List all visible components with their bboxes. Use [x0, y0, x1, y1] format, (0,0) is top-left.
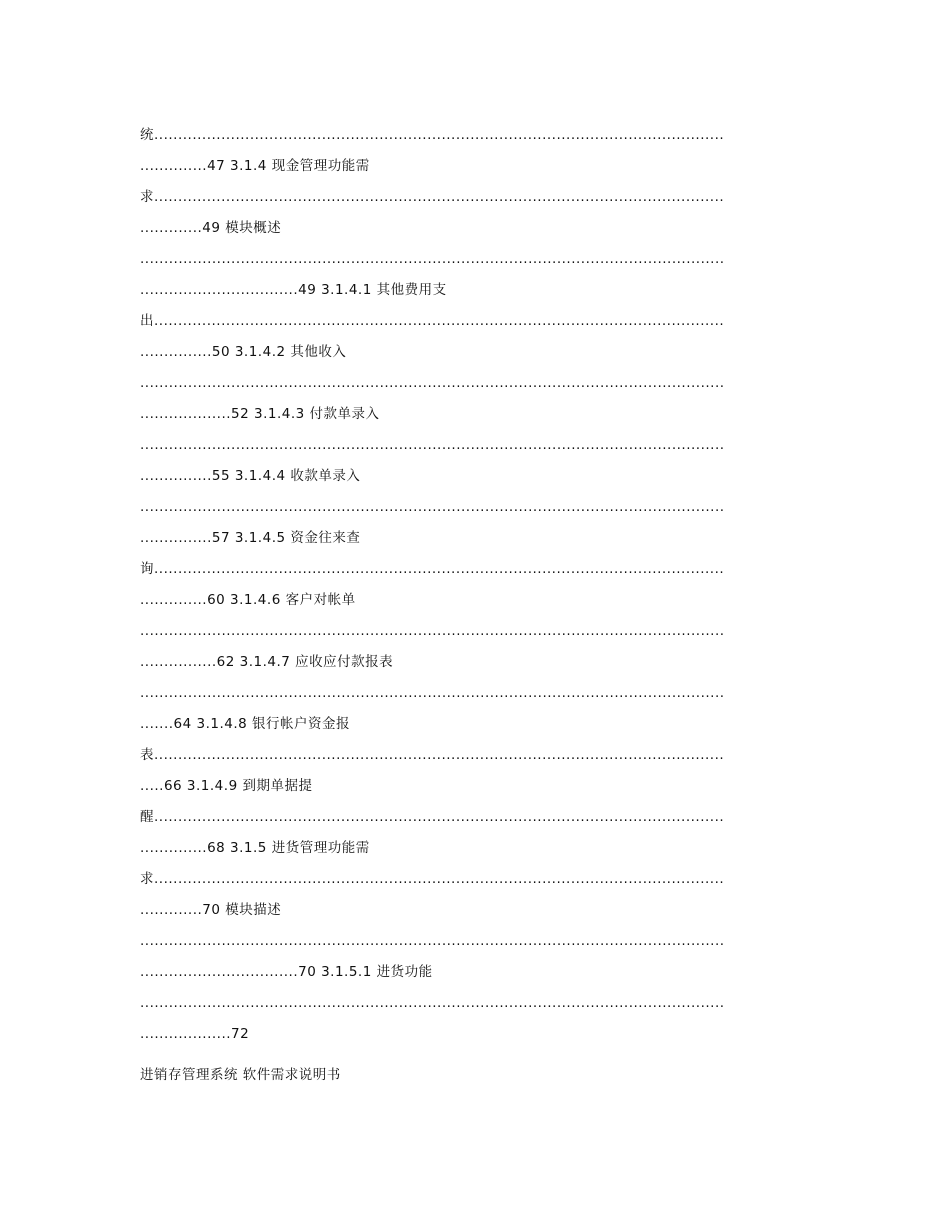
toc-line: ...............57 3.1.4.5 资金往来查 — [140, 530, 361, 546]
toc-line: 询....................................................................................................................... — [140, 561, 725, 577]
toc-line: .......................................................................................................................... — [140, 437, 725, 453]
toc-line: .......................................................................................................................... — [140, 251, 725, 267]
toc-line: .......................................................................................................................... — [140, 499, 725, 515]
toc-line: .............70 模块描述 — [140, 902, 282, 918]
toc-line: ...............50 3.1.4.2 其他收入 — [140, 344, 347, 360]
toc-line: .......................................................................................................................... — [140, 685, 725, 701]
toc-line: 统....................................................................................................................... — [140, 127, 725, 143]
toc-line: ................62 3.1.4.7 应收应付款报表 — [140, 654, 394, 670]
toc-line: 求....................................................................................................................... — [140, 189, 725, 205]
toc-line: 求....................................................................................................................... — [140, 871, 725, 887]
toc-line: .......64 3.1.4.8 银行帐户资金报 — [140, 716, 351, 732]
toc-line: ..............47 3.1.4 现金管理功能需 — [140, 158, 370, 174]
toc-line: .......................................................................................................................... — [140, 933, 725, 949]
toc-line: .............49 模块概述 — [140, 220, 282, 236]
toc-line: .................................49 3.1.4.1 其他费用支 — [140, 282, 447, 298]
toc-line: 表....................................................................................................................... — [140, 747, 725, 763]
page-footer: 进销存管理系统 软件需求说明书 — [140, 1067, 341, 1083]
toc-line: .....66 3.1.4.9 到期单据提 — [140, 778, 313, 794]
toc-line: ...................52 3.1.4.3 付款单录入 — [140, 406, 380, 422]
toc-line: ..............60 3.1.4.6 客户对帐单 — [140, 592, 356, 608]
toc-line: ..............68 3.1.5 进货管理功能需 — [140, 840, 370, 856]
toc-line: 醒....................................................................................................................... — [140, 809, 725, 825]
toc-line: ...............55 3.1.4.4 收款单录入 — [140, 468, 361, 484]
toc-line: 出....................................................................................................................... — [140, 313, 725, 329]
toc-line: .......................................................................................................................... — [140, 995, 725, 1011]
toc-line: .......................................................................................................................... — [140, 623, 725, 639]
toc-line: .......................................................................................................................... — [140, 375, 725, 391]
toc-line: .................................70 3.1.5.1 进货功能 — [140, 964, 433, 980]
toc-line: ...................72 — [140, 1026, 250, 1042]
